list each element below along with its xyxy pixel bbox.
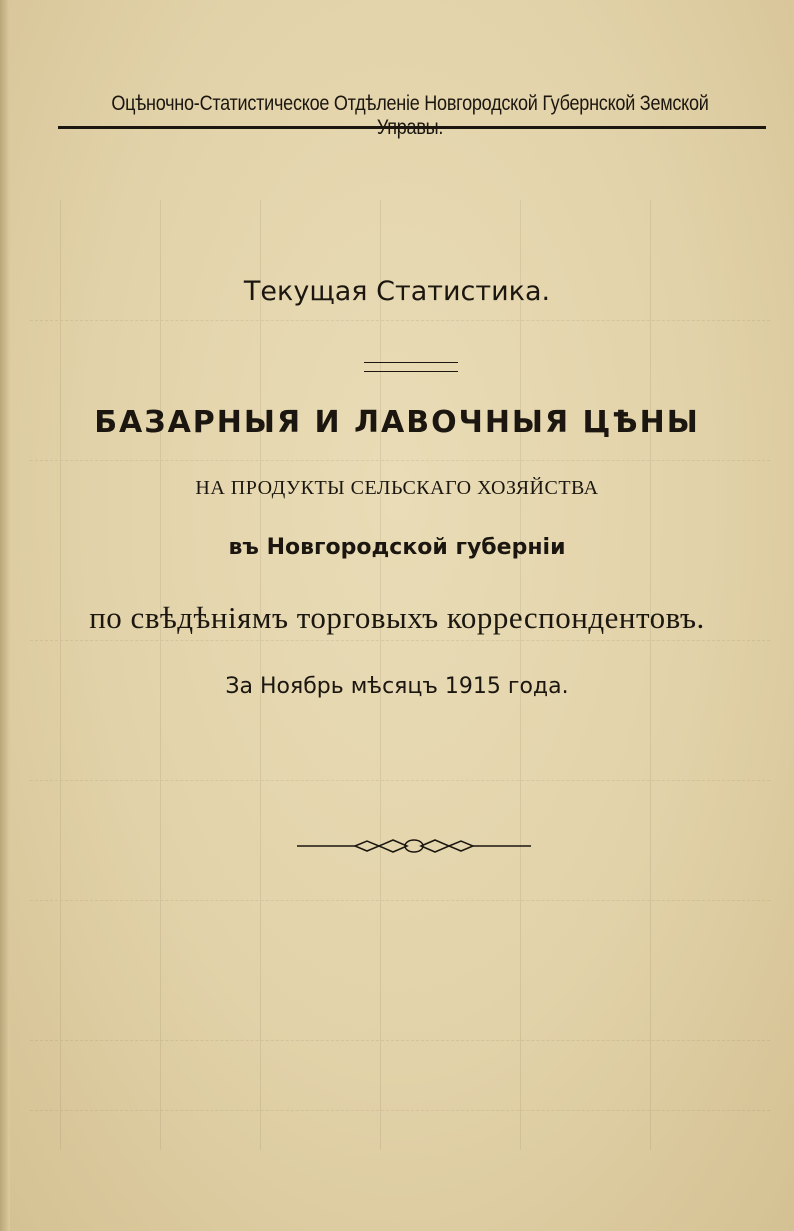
- section-subtitle: Текущая Статистика.: [243, 276, 551, 307]
- small-ornament-rule: [364, 362, 458, 372]
- header-rule: [58, 126, 766, 129]
- main-title: БАЗАРНЫЯ И ЛАВОЧНЫЯ ЦѢНЫ: [94, 405, 700, 440]
- title-line-sources: по свѣдѣніямъ торговыхъ корреспондентовъ.: [89, 600, 705, 635]
- title-line-products: НА ПРОДУКТЫ СЕЛЬСКАГО ХОЗЯЙСТВА: [195, 477, 599, 499]
- title-line-province: въ Новгородской губерніи: [228, 535, 566, 560]
- decorative-ornament: [297, 836, 531, 856]
- institution-header: Оцѣночно-Статистическое Отдѣленіе Новгородской Губернской Земской Управы.: [111, 92, 709, 139]
- title-line-period: За Ноябрь мѣсяцъ 1915 года.: [225, 674, 569, 699]
